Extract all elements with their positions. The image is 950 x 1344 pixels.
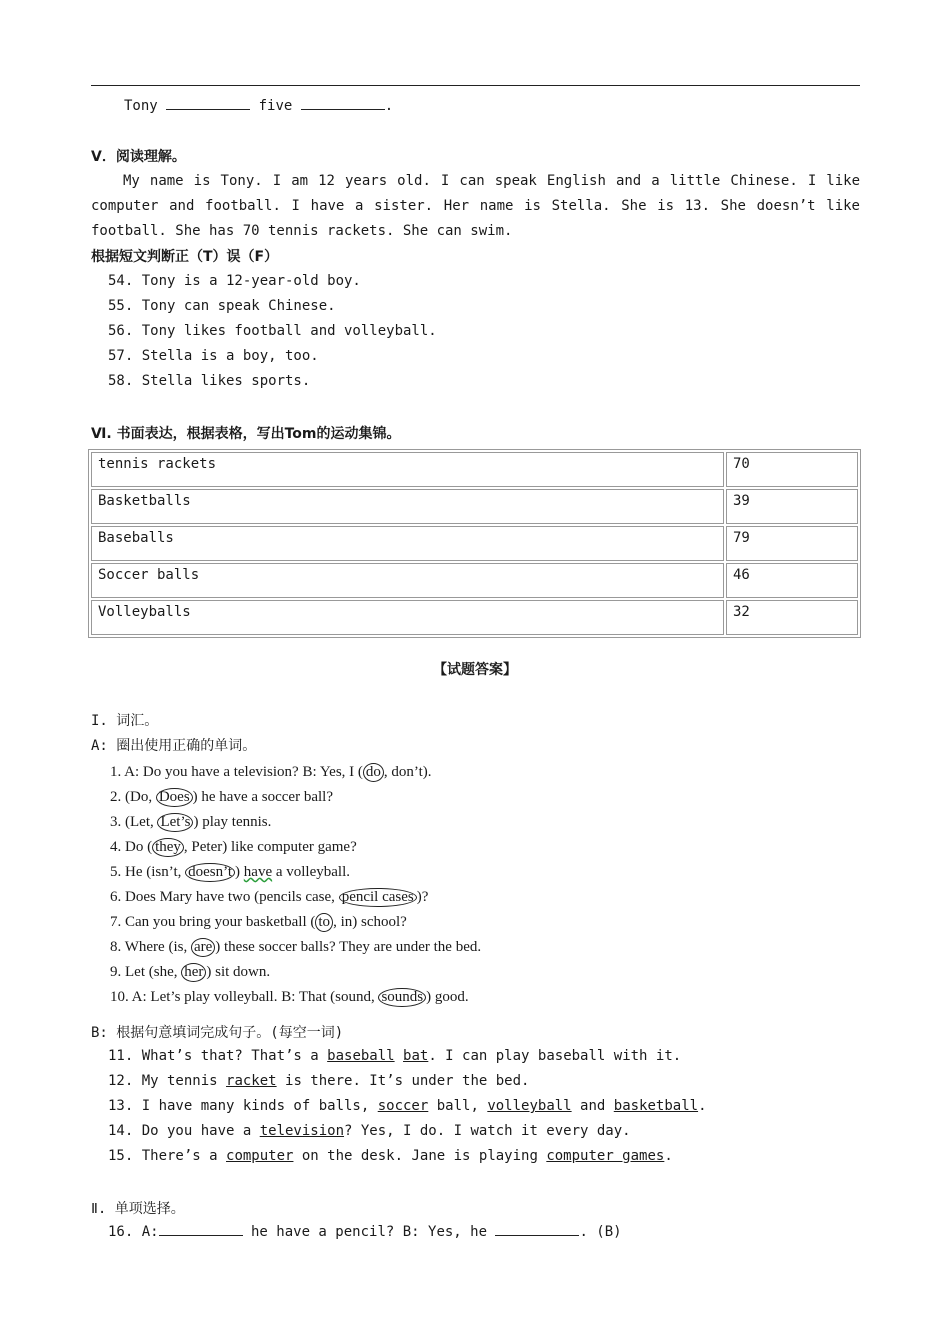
header-rule — [91, 85, 860, 86]
section5-title: Ⅴ．阅读理解。 — [91, 149, 186, 165]
fill-answer-item: 14. Do you have a television? Yes, I do. I watch it every day. — [108, 1123, 631, 1139]
fill-answer-item: 12. My tennis racket is there. It’s under the bed. — [108, 1073, 530, 1089]
circle-answer-item: 3. (Let, Let’s ) play tennis. — [110, 814, 272, 830]
underlined-answer: bat — [403, 1048, 429, 1064]
tf-item: 56. Tony likes football and volleyball. — [108, 323, 437, 339]
underlined-answer: volleyball — [487, 1098, 572, 1114]
answer-blank — [166, 97, 250, 110]
circle-answer-item: 6. Does Mary have two (pencils case, pencil cases )? — [110, 889, 429, 905]
circle-answer-item: 2. (Do, Does ) he have a soccer ball? — [110, 789, 333, 805]
partA-title: A: 圈出使用正确的单词。 — [91, 738, 257, 754]
item-cell: Soccer balls — [91, 563, 724, 598]
item-cell: Baseballs — [91, 526, 724, 561]
answer-blank — [159, 1223, 243, 1236]
sports-table — [88, 449, 861, 638]
fill-answer-item: 13. I have many kinds of balls, soccer ball, volleyball and basketball. — [108, 1098, 707, 1114]
table-row — [91, 489, 858, 524]
spellcheck-word: have — [243, 864, 273, 880]
count-cell: 79 — [726, 526, 858, 561]
count-cell: 46 — [726, 563, 858, 598]
underlined-answer: television — [259, 1123, 345, 1139]
underlined-answer: computer games — [546, 1148, 665, 1164]
circled-answer: do — [363, 763, 384, 782]
circle-answer-item: 9. Let (she, her ) sit down. — [110, 964, 271, 980]
count-cell: 39 — [726, 489, 858, 524]
underlined-answer: racket — [226, 1073, 277, 1089]
table-row — [91, 600, 858, 635]
underlined-answer: basketball — [613, 1098, 699, 1114]
circled-answer: Let’s — [157, 813, 193, 832]
fill-answer-item: 15. There’s a computer on the desk. Jane is playing computer games. — [108, 1148, 673, 1164]
circle-answer-item: 1. A: Do you have a television? B: Yes, I ( do , don’t). — [110, 764, 432, 780]
count-cell: 32 — [726, 600, 858, 635]
reading-passage: My name is Tony. I am 12 years old. I can speak English and a little Chinese. I like computer and football. I have a sister. Her name is Stella. She is 13. She doesn’t like football. She has 70 tennis rackets. She can swim. — [91, 173, 860, 239]
circled-answer: are — [191, 938, 215, 957]
circled-answer: doesn’t — [185, 863, 235, 882]
partB-title: B: 根据句意填词完成句子。(每空一词) — [91, 1025, 344, 1041]
item-cell: tennis rackets — [91, 452, 724, 487]
table-row — [91, 526, 858, 561]
item-cell: Basketballs — [91, 489, 724, 524]
tf-item: 54. Tony is a 12-year-old boy. — [108, 273, 361, 289]
circle-answer-item: 5. He (isn’t, doesn’t ) have a volleyball. — [110, 864, 351, 880]
underlined-answer: baseball — [327, 1048, 395, 1064]
circle-answer-item: 7. Can you bring your basketball ( to , in) school? — [110, 914, 407, 930]
answers-title: 【试题答案】 — [433, 662, 517, 678]
circled-answer: Does — [156, 788, 193, 807]
underlined-answer: computer — [226, 1148, 294, 1164]
answer-blank — [301, 97, 385, 110]
part1-title: I. 词汇。 — [91, 713, 159, 729]
circle-answer-item: 4. Do ( they , Peter) like computer game? — [110, 839, 357, 855]
fill-in-line: Tony five . — [124, 98, 394, 114]
tf-item: 58. Stella likes sports. — [108, 373, 311, 389]
circled-answer: to — [315, 913, 333, 932]
table-row — [91, 563, 858, 598]
part2-title: Ⅱ. 单项选择。 — [91, 1201, 185, 1217]
circled-answer: they — [152, 838, 184, 857]
circle-answer-item: 10. A: Let’s play volleyball. B: That (sound, sounds ) good. — [110, 989, 469, 1005]
circle-answer-item: 8. Where (is, are ) these soccer balls? They are under the bed. — [110, 939, 482, 955]
item-cell: Volleyballs — [91, 600, 724, 635]
tf-item: 55. Tony can speak Chinese. — [108, 298, 336, 314]
tf-instruction: 根据短文判断正（T）误（F） — [91, 249, 279, 265]
circled-answer: pencil cases — [339, 888, 417, 907]
count-cell: 70 — [726, 452, 858, 487]
fill-answer-item: 11. What’s that? That’s a baseball bat. I can play baseball with it. — [108, 1048, 682, 1064]
table-row — [91, 452, 858, 487]
underlined-answer: soccer — [377, 1098, 429, 1114]
choice-item: 16. A: he have a pencil? B: Yes, he . (B) — [108, 1224, 622, 1240]
circled-answer: her — [181, 963, 206, 982]
answer-blank — [495, 1223, 579, 1236]
circled-answer: sounds — [378, 988, 426, 1007]
section6-title: Ⅵ. 书面表达，根据表格，写出Tom的运动集锦。 — [91, 426, 401, 442]
tf-item: 57. Stella is a boy, too. — [108, 348, 319, 364]
